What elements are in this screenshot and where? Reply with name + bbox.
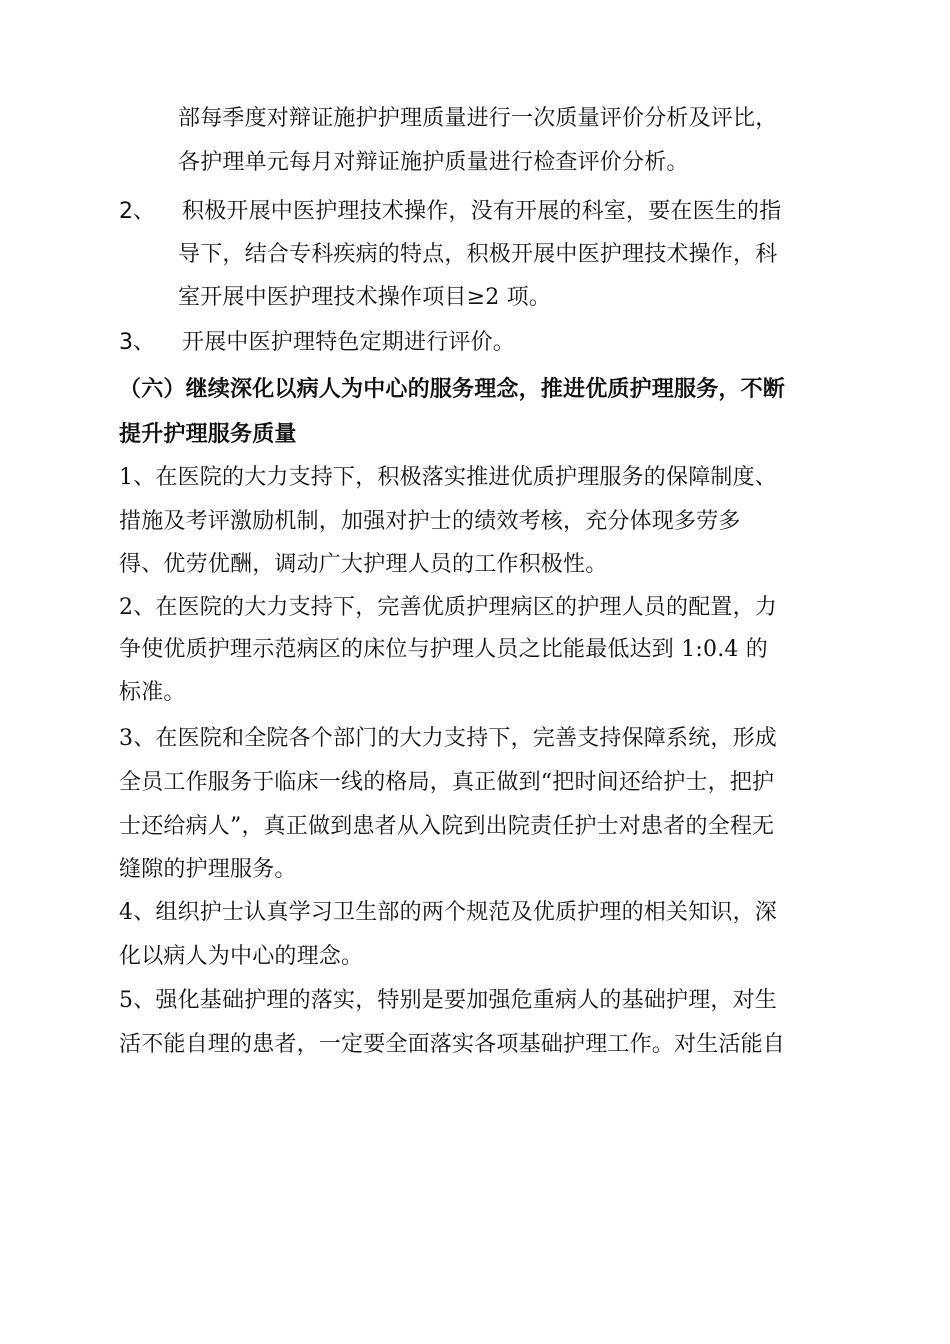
- para-3-line-1: 3、在医院和全院各个部门的大力支持下，完善支持保障系统，形成: [119, 726, 777, 751]
- para-2-line-3: 标准。: [119, 680, 186, 705]
- item-3-number: 3、: [119, 330, 155, 355]
- para-3-line-3: 士还给病人”，真正做到患者从入院到出院责任护士对患者的全程无: [119, 814, 775, 839]
- para-4-line-2: 化以病人为中心的理念。: [119, 944, 364, 969]
- para-1-line-1: 1、在医院的大力支持下，积极落实推进优质护理服务的保障制度、: [119, 465, 777, 490]
- para-1-line-2: 措施及考评激励机制，加强对护士的绩效考核，充分体现多劳多: [119, 509, 741, 534]
- para-2-line-1: 2、在医院的大力支持下，完善优质护理病区的护理人员的配置，力: [119, 595, 777, 620]
- item-2-number: 2、: [119, 199, 155, 224]
- item-3-line-1: 开展中医护理特色定期进行评价。: [182, 330, 516, 355]
- section-heading-line-2: 提升护理服务质量: [119, 422, 297, 447]
- section-heading-line-1: （六）继续深化以病人为中心的服务理念，推进优质护理服务，不断: [119, 377, 786, 402]
- item-2-line-1: 积极开展中医护理技术操作，没有开展的科室，要在医生的指: [182, 199, 782, 224]
- para-2-line-2: 争使优质护理示范病区的床位与护理人员之比能最低达到 1:0.4 的: [119, 637, 768, 662]
- intro-line-1: 部每季度对辩证施护护理质量进行一次质量评价分析及评比，: [178, 106, 778, 131]
- item-2-line-3: 室开展中医护理技术操作项目≥2 项。: [178, 285, 552, 310]
- para-1-line-3: 得、优劳优酬，调动广大护理人员的工作积极性。: [119, 552, 608, 577]
- para-5-line-2: 活不能自理的患者，一定要全面落实各项基础护理工作。对生活能自: [119, 1032, 786, 1057]
- intro-line-2: 各护理单元每月对辩证施护质量进行检查评价分析。: [178, 150, 689, 175]
- item-2-line-2: 导下，结合专科疾病的特点，积极开展中医护理技术操作，科: [178, 242, 778, 267]
- para-4-line-1: 4、组织护士认真学习卫生部的两个规范及优质护理的相关知识，深: [119, 900, 777, 925]
- para-3-line-4: 缝隙的护理服务。: [119, 857, 297, 882]
- para-5-line-1: 5、强化基础护理的落实，特别是要加强危重病人的基础护理，对生: [119, 988, 777, 1013]
- para-3-line-2: 全员工作服务于临床一线的格局，真正做到“把时间还给护士，把护: [119, 770, 775, 795]
